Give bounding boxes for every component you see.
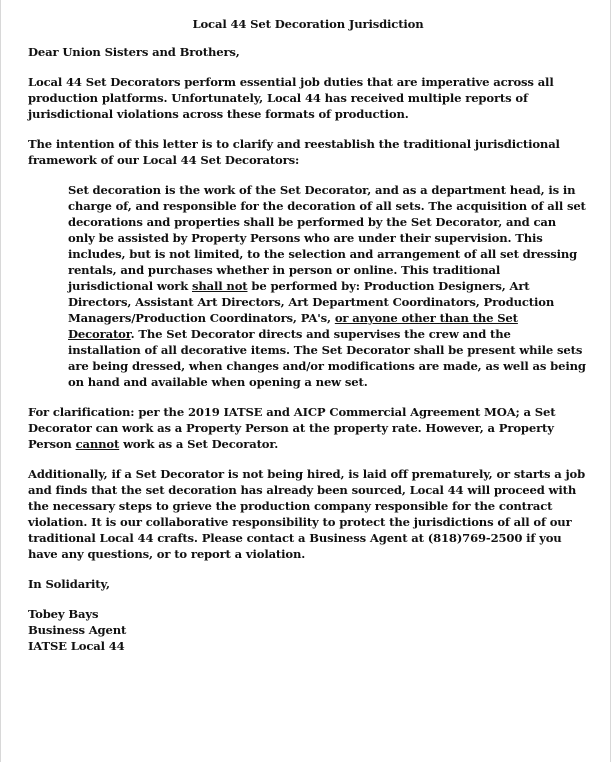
- clarification-cannot: cannot: [75, 437, 120, 451]
- quote-text-b: be performed by: Production Designers, Art Directors, Assistant Art Directors, Art Department Coordinators, Production Managers/Production Coordinators, PA's,: [68, 279, 555, 325]
- paragraph-intro: Local 44 Set Decorators perform essential job duties that are imperative across all production platforms. Unfortunately, Local 44 has received multiple reports of jurisdictional violations across these formats of production.: [28, 75, 554, 121]
- jurisdiction-quote: [68, 182, 586, 390]
- signature-org: IATSE Local 44: [28, 639, 125, 653]
- letter-title: Local 44 Set Decoration Jurisdiction: [192, 17, 424, 31]
- paragraph-clarification: [28, 404, 588, 452]
- salutation: Dear Union Sisters and Brothers,: [28, 45, 240, 59]
- signature-name: Tobey Bays: [28, 607, 99, 621]
- paragraph-intention: The intention of this letter is to clarify and reestablish the traditional jurisdictional framework of our Local 44 Set Decorators:: [28, 137, 560, 167]
- quote-text-c: . The Set Decorator directs and supervises the crew and the installation of all decorative items. The Set Decorator shall be present while sets are being dressed, when changes and/or modifications are made, as well as being on hand and available when opening a new set.: [68, 327, 586, 389]
- paragraph-additionally: Additionally, if a Set Decorator is not being hired, is laid off prematurely, or starts a job and finds that the set decoration has already been sourced, Local 44 will proceed with the necessary steps to grieve the production company responsible for the contract violation. It is our collaborative responsibility to protect the jurisdictions of all of our traditional Local 44 crafts. Please contact a Business Agent at (818)769-2500 if you have any questions, or to report a violation.: [28, 467, 586, 561]
- quote-text-a: Set decoration is the work of the Set Decorator, and as a department head, is in charge of, and responsible for the decoration of all sets. The acquisition of all set decorations and properties shall be performed by the Set Decorator, and can only be assisted by Property Persons who are under their supervision. This includes, but is not limited, to the selection and arrangement of all set dressing rentals, and purchases whether in person or online. This traditional jurisdictional work: [68, 183, 586, 293]
- signature-position: Business Agent: [28, 623, 127, 637]
- quote-anyone-other: or anyone other than the Set Decorator: [68, 311, 518, 341]
- quote-shall-not: shall not: [192, 279, 248, 293]
- closing: In Solidarity,: [28, 577, 110, 591]
- signature-block: [28, 606, 588, 654]
- clarification-text-b: work as a Set Decorator.: [119, 437, 279, 451]
- clarification-text-a: For clarification: per the 2019 IATSE and AICP Commercial Agreement MOA; a Set Decorator can work as a Property Person at the property rate. However, a Property Person: [28, 405, 556, 451]
